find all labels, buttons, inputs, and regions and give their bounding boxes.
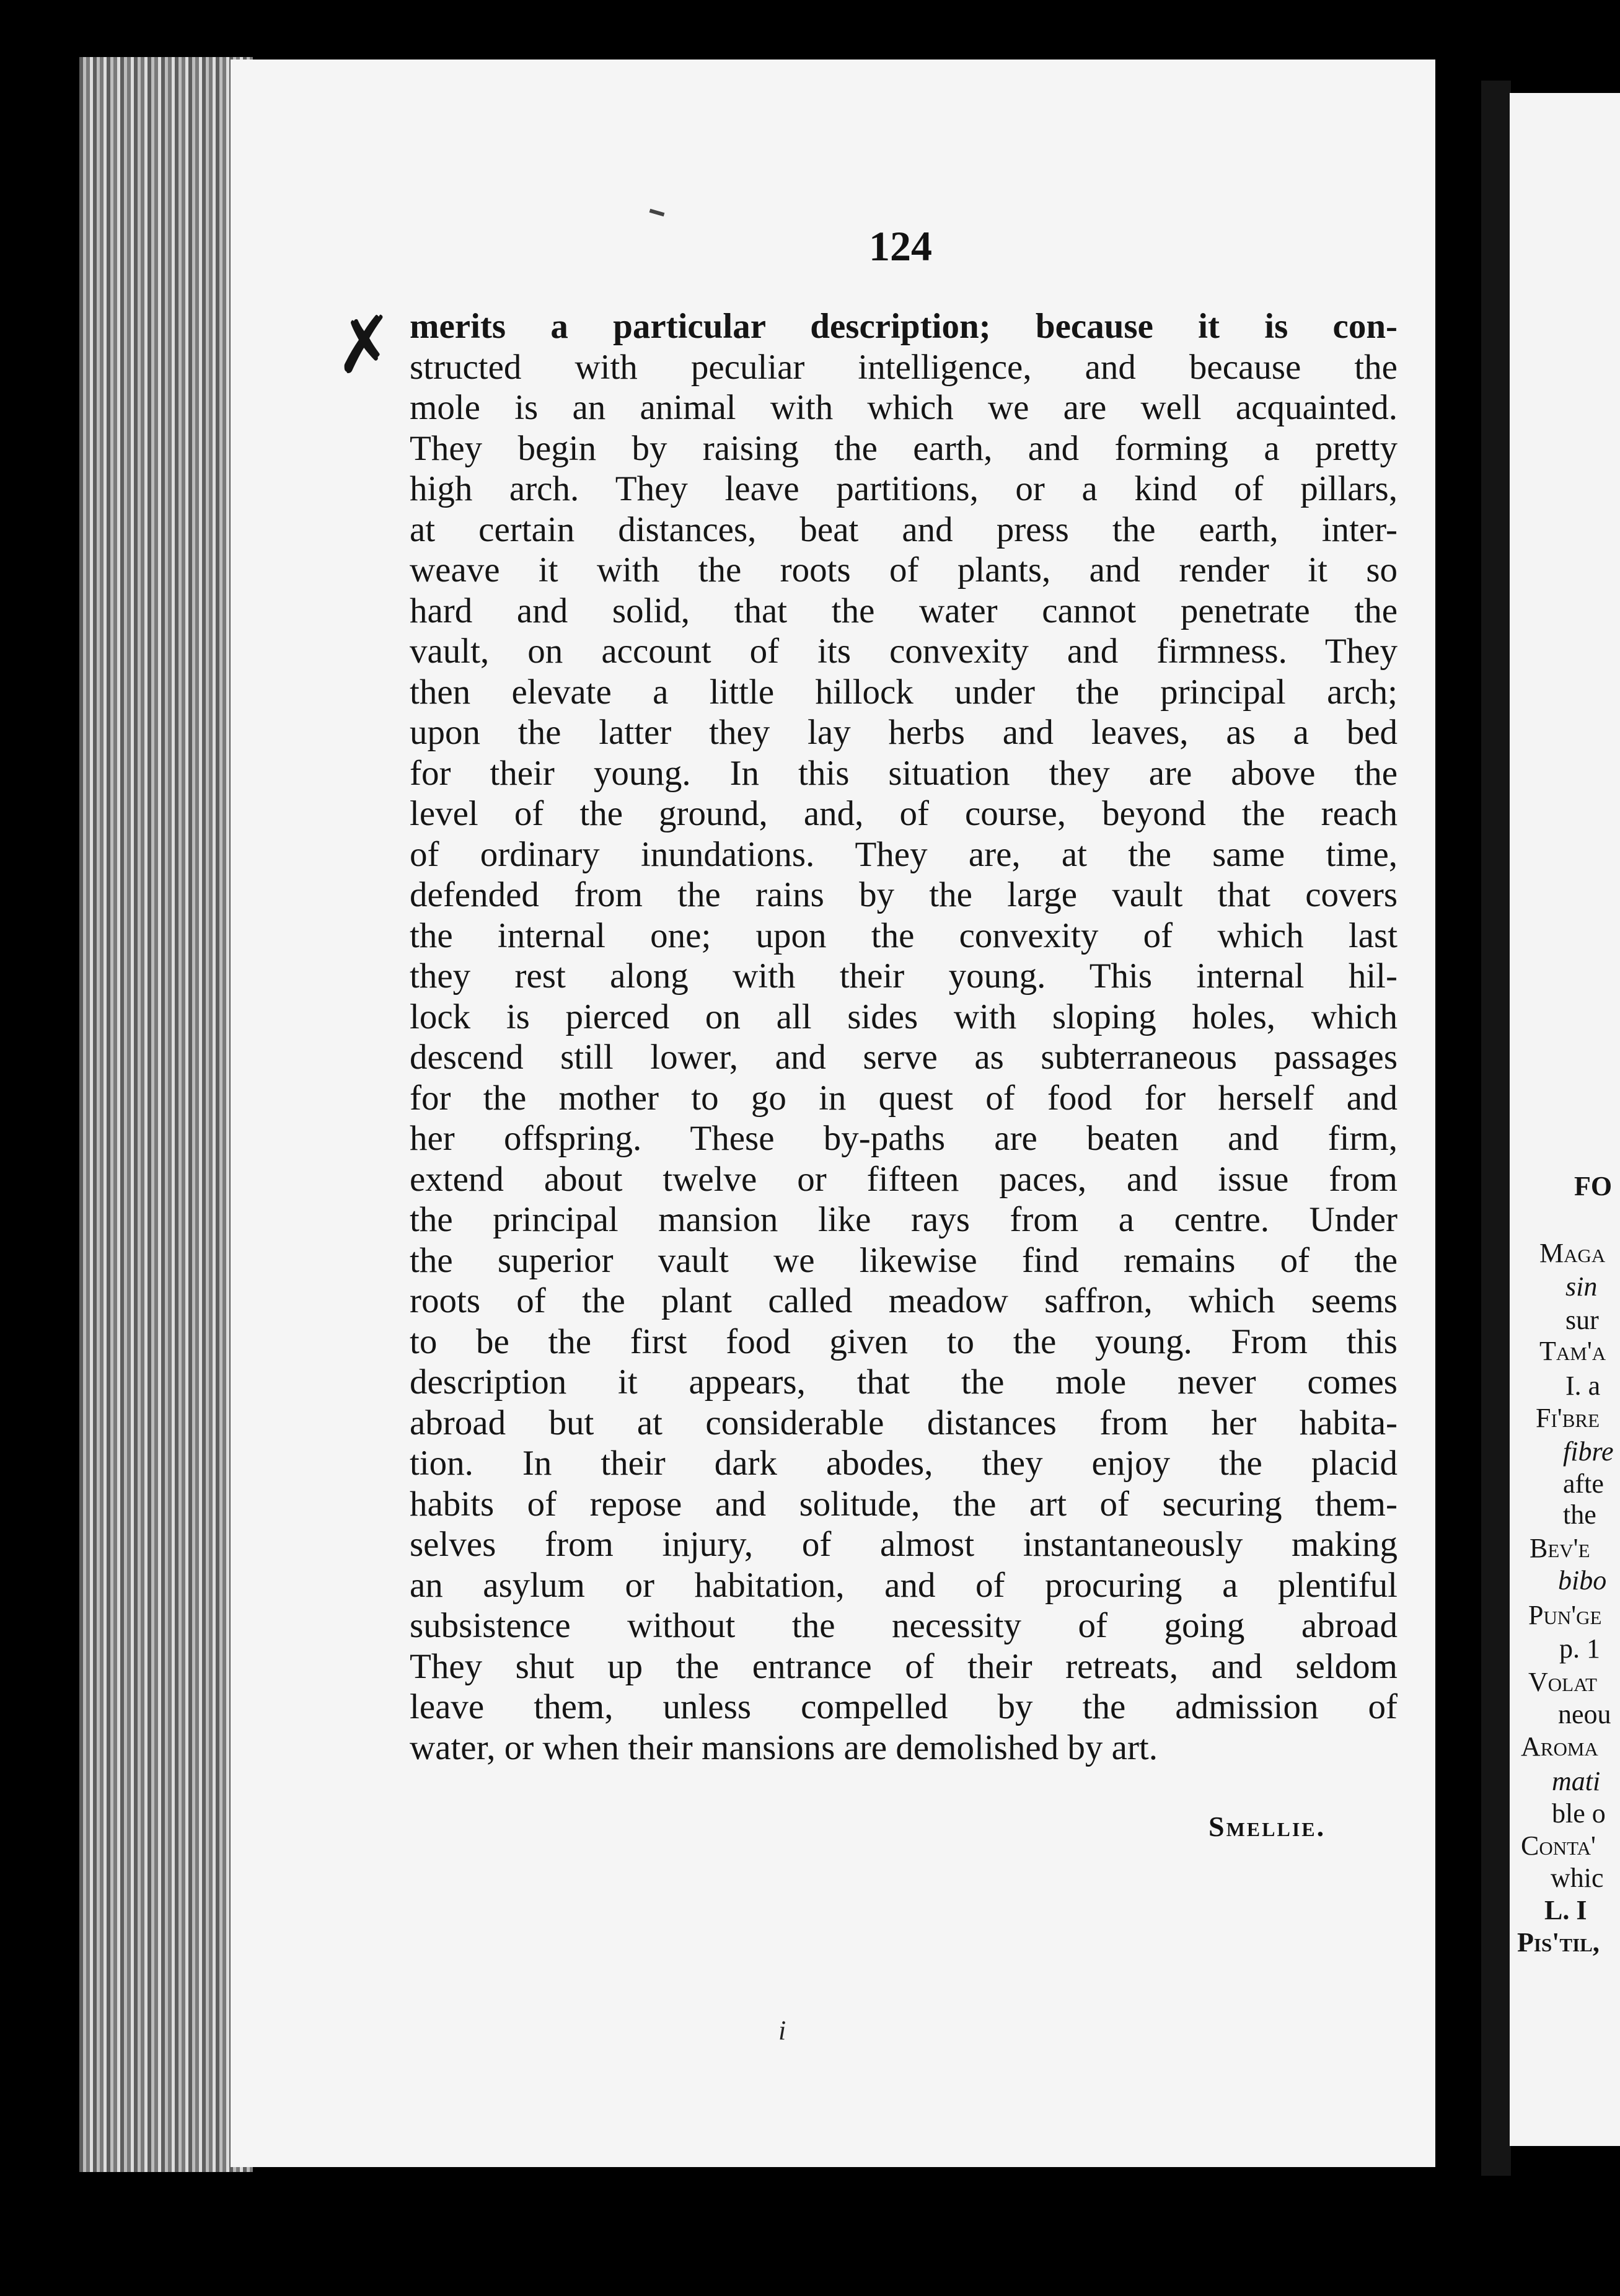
text-line: then elevate a little hillock under the principal arch; — [410, 672, 1398, 712]
facing-page-fragment: Fi'bre — [1536, 1403, 1600, 1433]
text-line: structed with peculiar intelligence, and because the — [410, 347, 1398, 387]
facing-page-fragment: Pun'ge — [1528, 1600, 1602, 1630]
book-gutter — [1481, 81, 1511, 2176]
text-line: they rest along with their young. This internal hil- — [410, 956, 1398, 996]
facing-page-fragment: Volat — [1528, 1667, 1597, 1697]
facing-page-fragment: afte — [1563, 1468, 1604, 1499]
margin-x-mark: ✗ — [328, 299, 400, 392]
text-line: extend about twelve or fifteen paces, and issue from — [410, 1159, 1398, 1199]
ink-speck: i — [778, 2015, 786, 2046]
text-line: for their young. In this situation they are above the — [410, 753, 1398, 793]
facing-page-fragment: Tam'a — [1539, 1336, 1606, 1366]
author-signature: Smellie. — [1208, 1811, 1326, 1842]
facing-page-fragment: I. a — [1565, 1371, 1601, 1401]
text-line: upon the latter they lay herbs and leaves, as a bed — [410, 713, 1398, 752]
facing-page-fragment: bibo — [1558, 1565, 1607, 1596]
text-line: vault, on account of its convexity and firmness. They — [410, 632, 1398, 671]
facing-page-fragment: L. I — [1544, 1895, 1587, 1925]
body-text — [410, 306, 1398, 1768]
text-line: the superior vault we likewise find remains of the — [410, 1240, 1398, 1280]
text-line: the internal one; upon the convexity of which last — [410, 916, 1398, 955]
facing-page-fragment: Conta' — [1521, 1830, 1596, 1861]
text-line: leave them, unless compelled by the admission of — [410, 1687, 1398, 1726]
book-page-edges — [79, 57, 253, 2172]
facing-page-fragment: Pis'til, — [1517, 1927, 1600, 1958]
text-line: merits a particular description; because it is con- — [410, 307, 1398, 346]
text-line: of ordinary inundations. They are, at the same time, — [410, 834, 1398, 874]
facing-page-fragment: neou — [1558, 1699, 1611, 1729]
facing-page-fragment: mati — [1552, 1766, 1601, 1796]
facing-page-fragment: Aroma — [1521, 1731, 1598, 1762]
text-line: the principal mansion like rays from a centre. Under — [410, 1200, 1398, 1239]
text-line: selves from injury, of almost instantaneously making — [410, 1525, 1398, 1564]
facing-page-fragment: FO — [1574, 1171, 1613, 1201]
facing-page — [1510, 93, 1620, 2146]
text-line: descend still lower, and serve as subterraneous passages — [410, 1038, 1398, 1077]
text-line: level of the ground, and, of course, beyond the reach — [410, 794, 1398, 833]
text-line: an asylum or habitation, and of procuring a plentiful — [410, 1565, 1398, 1605]
text-line: They shut up the entrance of their retreats, and seldom — [410, 1646, 1398, 1686]
text-line: weave it with the roots of plants, and render it so — [410, 550, 1398, 589]
facing-page-fragment: sin — [1565, 1271, 1598, 1302]
text-line: hard and solid, that the water cannot penetrate the — [410, 591, 1398, 630]
facing-page-fragment: Maga — [1539, 1238, 1606, 1268]
facing-page-fragment: ble o — [1552, 1798, 1606, 1829]
text-line: tion. In their dark abodes, they enjoy the placid — [410, 1444, 1398, 1483]
text-line: roots of the plant called meadow saffron, which seems — [410, 1281, 1398, 1320]
text-line: her offspring. These by-paths are beaten and firm, — [410, 1119, 1398, 1158]
facing-page-fragment: the — [1563, 1499, 1596, 1530]
text-line: lock is pierced on all sides with sloping holes, which — [410, 997, 1398, 1036]
facing-page-fragment: whic — [1551, 1863, 1604, 1893]
text-line: mole is an animal with which we are well acquainted. — [410, 388, 1398, 427]
text-line: habits of repose and solitude, the art of securing them- — [410, 1484, 1398, 1524]
text-line: subsistence without the necessity of going abroad — [410, 1606, 1398, 1645]
text-line: water, or when their mansions are demolished by art. — [410, 1728, 1158, 1767]
text-line: They begin by raising the earth, and forming a pretty — [410, 428, 1398, 468]
text-line: high arch. They leave partitions, or a kind of pillars, — [410, 469, 1398, 508]
text-line: abroad but at considerable distances from her habita- — [410, 1403, 1398, 1442]
facing-page-fragment: p. 1 — [1559, 1633, 1600, 1664]
facing-page-fragment: fibre — [1563, 1436, 1614, 1467]
text-line: defended from the rains by the large vault that covers — [410, 875, 1398, 914]
text-line: description it appears, that the mole never comes — [410, 1362, 1398, 1402]
page-number: 124 — [869, 223, 932, 270]
text-line: for the mother to go in quest of food for herself and — [410, 1078, 1398, 1118]
facing-page-fragment: sur — [1565, 1305, 1599, 1335]
text-line: at certain distances, beat and press the earth, inter- — [410, 510, 1398, 549]
text-line: to be the first food given to the young. From this — [410, 1322, 1398, 1361]
facing-page-fragment: Bev'e — [1530, 1533, 1590, 1563]
